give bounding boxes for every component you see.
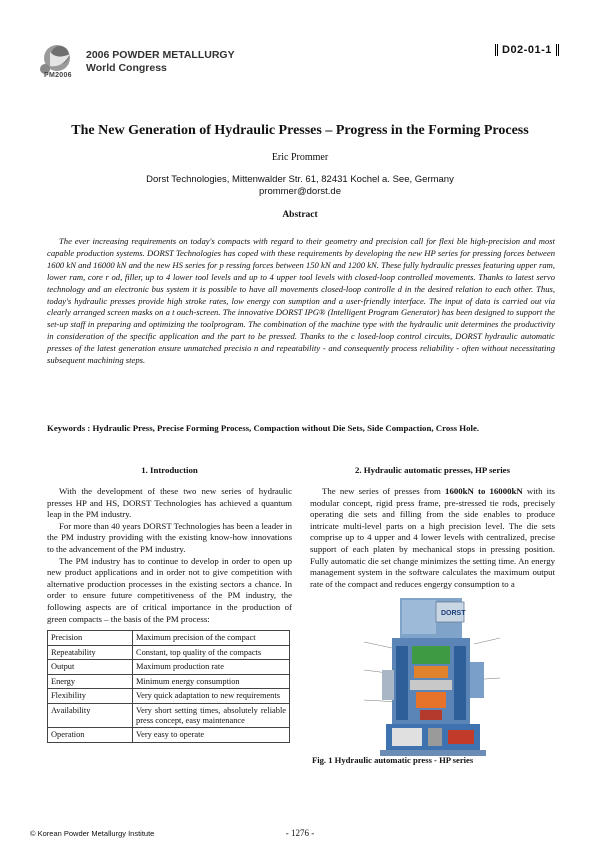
table-row xyxy=(48,674,290,689)
page-number: - 1276 - xyxy=(285,828,315,838)
table-row xyxy=(48,645,290,660)
table-row xyxy=(48,703,290,727)
description-cell: Maximum precision of the compact xyxy=(133,631,290,646)
intro-heading: 1. Introduction xyxy=(141,465,198,475)
hp-text-before: The new series of presses from xyxy=(322,486,446,496)
author-email[interactable]: prommer@dorst.de xyxy=(259,186,341,197)
hp-series-body xyxy=(310,486,555,590)
table-row xyxy=(48,660,290,675)
hydraulic-press-image xyxy=(362,592,502,762)
logo-text: PM2006 xyxy=(44,72,72,79)
aspect-cell: Operation xyxy=(48,728,133,743)
press-brand-label: DORST xyxy=(441,610,466,617)
hp-series-paragraph xyxy=(310,486,555,590)
author-name: Eric Prommer xyxy=(271,152,329,163)
description-cell: Very short setting times, absolutely reliable press concept, easy maintenance xyxy=(133,703,290,727)
table-row xyxy=(48,728,290,743)
description-cell: Minimum energy consumption xyxy=(133,674,290,689)
keywords: Keywords : Hydraulic Press, Precise Forming Process, Compaction without Die Sets, Side Compaction, Cross Hole. xyxy=(47,423,480,433)
description-cell: Constant, top quality of the compacts xyxy=(133,645,290,660)
figure-caption: Fig. 1 Hydraulic automatic press - HP series xyxy=(312,755,474,765)
copyright-notice: © Korean Powder Metallurgy Institute xyxy=(30,829,155,838)
table-row xyxy=(48,689,290,704)
conference-name xyxy=(86,49,235,75)
requirements-table xyxy=(47,630,290,743)
hp-series-heading: 2. Hydraulic automatic presses, HP series xyxy=(355,465,510,475)
intro-paragraph: The PM industry has to continue to develop in order to open up new product applications and in order not to give competition with alternative production processes in the existing sectors a chance. In order to ensure future competitiveness of the PM industry, the following aspects are of critical importance in the production of green compacts – the basis of the PM process: xyxy=(47,555,292,624)
aspect-cell: Availability xyxy=(48,703,133,727)
abstract-heading: Abstract xyxy=(282,210,318,220)
aspect-cell: Energy xyxy=(48,674,133,689)
intro-body xyxy=(47,486,292,625)
conference-name-line1: 2006 POWDER METALLURGY xyxy=(86,49,235,61)
description-cell: Very quick adaptation to new requirements xyxy=(133,689,290,704)
conference-name-line2: World Congress xyxy=(86,62,167,74)
paper-code: D02-01-1 xyxy=(495,44,559,56)
aspect-cell: Precision xyxy=(48,631,133,646)
aspect-cell: Repeatability xyxy=(48,645,133,660)
description-cell: Very easy to operate xyxy=(133,728,290,743)
abstract-text: The ever increasing requirements on today's compacts with regard to their geometry and precision call for flexi ble high-precision and most capable production systems. DORST Technologies has coped with these requirements by developing the new HP series for pressing forces between 1600 kN and 16000 kN and the new HS series for p ressing forces between 150 kN and 1200 kN. These fully hydraulic presses featuring upper ram, lower ram, core r od, filler, up to 4 lower tool levels and up to 4 upper tool levels with closed-loop controlled movements. Thanks to latest servo technology and an electronic bus system it is possible to have all movements closed-loop controlle d in the desired relation to each other. Thus, today's hydraulic presses provide high stroke rates, low energy con sumption and a user-friendly interface. The input of data is carried out via clearly arranged screen masks on a t ouch-screen. The innovative DORST IPG® (Intelligent Program Generator) has been designed to support the set-up staff in preparing and optimizing the toolprogram. The combination of the machine type with the hydraulic unit determines the productivity in consideration of the specific application and the part to be pressed. Thanks to the c losed-loop control circuits, DORST hydraulic automatic presses of the latest generation ensure unmatched precisio n and repeatability - and consequently process reliability - often without necessitating subsequent machining steps. xyxy=(47,236,555,366)
affiliation: Dorst Technologies, Mittenwalder Str. 61, 82431 Kochel a. See, Germany xyxy=(146,174,454,185)
aspect-cell: Output xyxy=(48,660,133,675)
paper-title: The New Generation of Hydraulic Presses – Progress in the Forming Process xyxy=(71,123,529,138)
force-range-highlight: 1600kN to 16000kN xyxy=(445,486,523,496)
table-row xyxy=(48,631,290,646)
intro-paragraph: With the development of these two new series of hydraulic presses HP and HS, DORST Technologies has achieved a quantum leap in the PM industry. xyxy=(47,486,292,520)
hp-text-after: with its modular concept, rigid press frame, pre-stressed tie rods, precisely operating die sets and filling from the side enables to produce intricate multi-level parts on a high precision level. The die sets comprise up to 4 upper and 4 lower levels with centralized, precise support of each platen by mechanical stops in pressing position. Fully automatic die set change minimizes the setting time. An energy management system in the software calculates the maximum output rate of the compact and reduces engergy consumption to a xyxy=(310,486,555,589)
aspect-cell: Flexibility xyxy=(48,689,133,704)
intro-paragraph: For more than 40 years DORST Technologies has been a leader in the PM industry providing with the existing know-how innovations to the advancement of the PM industry. xyxy=(47,520,292,554)
description-cell: Maximum production rate xyxy=(133,660,290,675)
affiliation-block xyxy=(40,174,560,198)
